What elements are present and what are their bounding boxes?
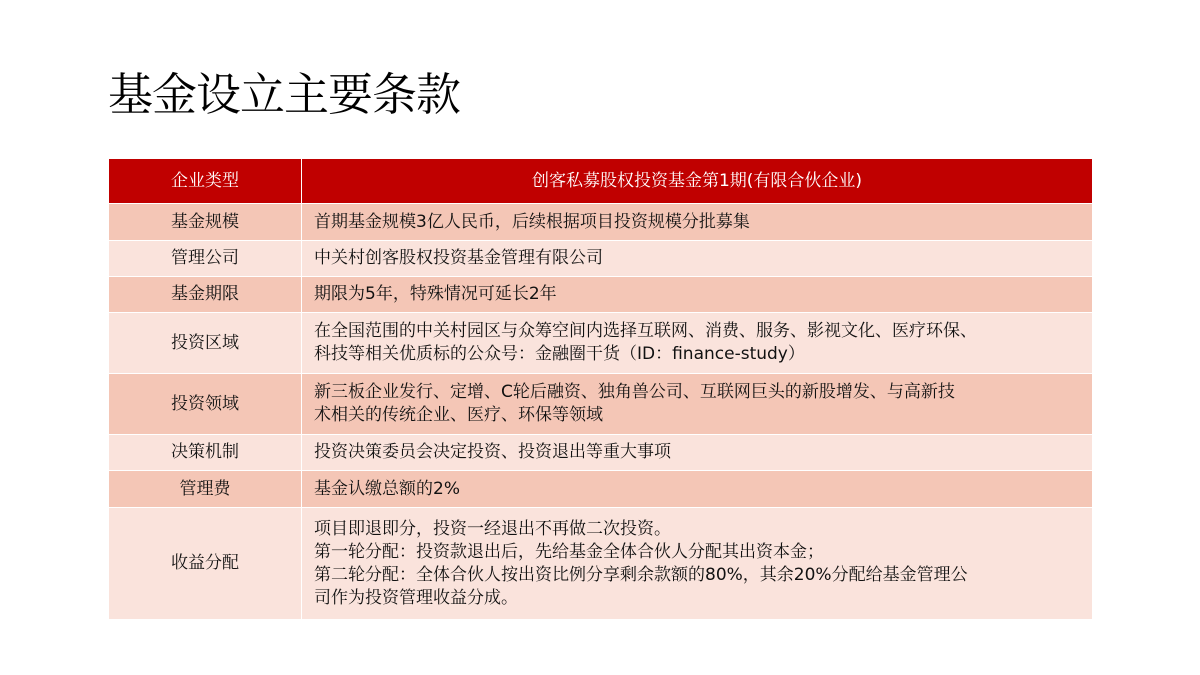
row-value-line: 科技等相关优质标的公众号：金融圈干货（ID：finance-study） [314, 344, 805, 364]
table-row [109, 277, 1093, 313]
row-key: 基金规模 [109, 204, 302, 241]
table-row [109, 313, 1093, 374]
page-title: 基金设立主要条款 [108, 68, 461, 121]
row-value-line: 新三板企业发行、定增、C轮后融资、独角兽公司、互联网巨头的新股增发、与高新技 [314, 382, 955, 402]
table-row [109, 204, 1093, 241]
row-value-line: 在全国范围的中关村园区与众筹空间内选择互联网、消费、服务、影视文化、医疗环保、 [314, 321, 977, 341]
row-value [302, 277, 1093, 313]
row-value [302, 508, 1093, 620]
row-value-line: 第二轮分配：全体合伙人按出资比例分享剩余款额的80%，其余20%分配给基金管理公 [314, 564, 968, 585]
row-value-line: 投资决策委员会决定投资、投资退出等重大事项 [314, 442, 671, 462]
row-value [302, 471, 1093, 508]
row-key: 收益分配 [109, 508, 302, 620]
row-value [302, 435, 1093, 471]
table-header-row [109, 159, 1093, 204]
row-value [302, 374, 1093, 435]
header-key-cell: 企业类型 [109, 159, 302, 204]
table-row [109, 471, 1093, 508]
row-value [302, 204, 1093, 241]
row-key: 投资领域 [109, 374, 302, 435]
row-key: 基金期限 [109, 277, 302, 313]
header-value-cell: 创客私募股权投资基金第1期(有限合伙企业) [302, 159, 1093, 204]
row-value-line: 期限为5年，特殊情况可延长2年 [314, 284, 557, 304]
table-row [109, 435, 1093, 471]
row-value-line: 项目即退即分，投资一经退出不再做二次投资。 [314, 518, 671, 539]
terms-table [108, 158, 1093, 620]
table-row [109, 374, 1093, 435]
row-value-line: 基金认缴总额的2% [314, 478, 460, 499]
row-value-line: 首期基金规模3亿人民币，后续根据项目投资规模分批募集 [314, 211, 750, 232]
row-key: 管理费 [109, 471, 302, 508]
row-value [302, 241, 1093, 277]
table-row [109, 508, 1093, 620]
row-value-line: 中关村创客股权投资基金管理有限公司 [314, 248, 603, 268]
row-value [302, 313, 1093, 374]
row-key: 投资区域 [109, 313, 302, 374]
table-row [109, 241, 1093, 277]
row-value-line: 第一轮分配：投资款退出后，先给基金全体合伙人分配其出资本金； [314, 541, 824, 562]
row-key: 决策机制 [109, 435, 302, 471]
row-value-line: 术相关的传统企业、医疗、环保等领域 [314, 405, 603, 425]
row-value-line: 司作为投资管理收益分成。 [314, 587, 518, 608]
row-key: 管理公司 [109, 241, 302, 277]
